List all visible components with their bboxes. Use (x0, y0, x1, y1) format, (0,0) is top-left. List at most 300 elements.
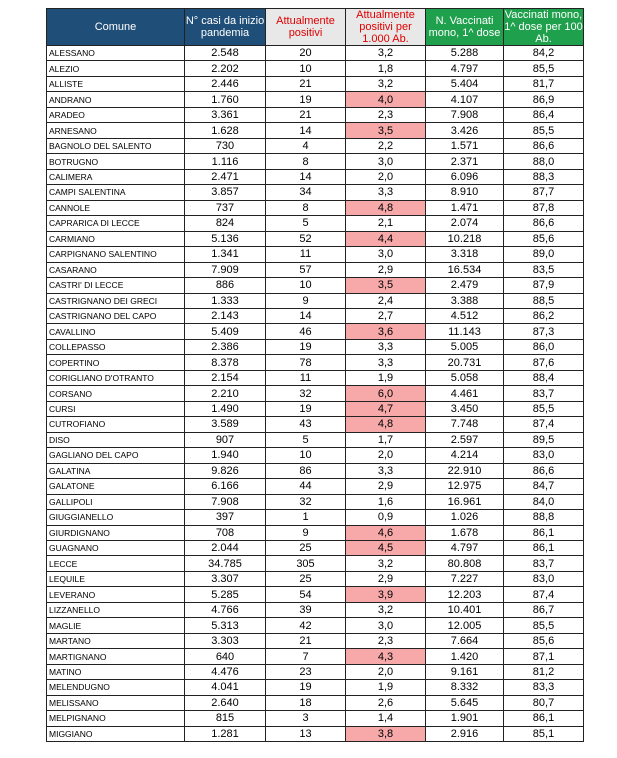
cell-positivi: 19 (266, 680, 346, 695)
cell-comune: GAGLIANO DEL CAPO (47, 448, 185, 463)
table-row (47, 479, 584, 494)
cell-per1000: 3,2 (346, 556, 426, 571)
cell-positivi: 5 (266, 216, 346, 231)
table-row (47, 664, 584, 679)
cell-comune: GUAGNANO (47, 541, 185, 556)
cell-per100: 86,6 (504, 216, 584, 231)
cell-per1000: 3,0 (346, 247, 426, 262)
cell-per1000: 3,3 (346, 339, 426, 354)
cell-comune: CAPRARICA DI LECCE (47, 216, 185, 231)
cell-casi: 1.760 (185, 92, 266, 107)
cell-per100: 83,0 (504, 448, 584, 463)
cell-per100: 84,2 (504, 46, 584, 61)
cell-vaccinati: 5.058 (426, 370, 504, 385)
cell-comune: CAMPI SALENTINA (47, 185, 185, 200)
cell-positivi: 57 (266, 262, 346, 277)
cell-casi: 737 (185, 200, 266, 215)
cell-per1000: 1,6 (346, 494, 426, 509)
table-row (47, 587, 584, 602)
cell-per1000: 2,9 (346, 262, 426, 277)
cell-comune: ARNESANO (47, 123, 185, 138)
table-body (47, 46, 584, 742)
cell-casi: 6.166 (185, 479, 266, 494)
cell-comune: ARADEO (47, 107, 185, 122)
cell-vaccinati: 1.471 (426, 200, 504, 215)
cell-comune: ALLISTE (47, 76, 185, 91)
cell-comune: CURSI (47, 401, 185, 416)
cell-comune: LECCE (47, 556, 185, 571)
table-row (47, 463, 584, 478)
cell-positivi: 20 (266, 46, 346, 61)
cell-per100: 80,7 (504, 695, 584, 710)
cell-vaccinati: 16.961 (426, 494, 504, 509)
cell-comune: CALIMERA (47, 169, 185, 184)
cell-per100: 81,7 (504, 76, 584, 91)
cell-positivi: 19 (266, 92, 346, 107)
cell-casi: 730 (185, 138, 266, 153)
cell-vaccinati: 1.420 (426, 649, 504, 664)
cell-casi: 7.908 (185, 494, 266, 509)
cell-comune: COPERTINO (47, 355, 185, 370)
cell-vaccinati: 4.512 (426, 308, 504, 323)
cell-per1000: 3,0 (346, 154, 426, 169)
cell-per100: 88,3 (504, 169, 584, 184)
cell-positivi: 23 (266, 664, 346, 679)
cell-vaccinati: 3.426 (426, 123, 504, 138)
table-row (47, 602, 584, 617)
cell-per100: 88,4 (504, 370, 584, 385)
cell-vaccinati: 1.678 (426, 525, 504, 540)
cell-casi: 3.303 (185, 633, 266, 648)
cell-vaccinati: 8.910 (426, 185, 504, 200)
cell-per1000: 3,8 (346, 726, 426, 741)
cell-casi: 4.476 (185, 664, 266, 679)
cell-per1000: 2,0 (346, 169, 426, 184)
cell-per100: 86,2 (504, 308, 584, 323)
cell-casi: 2.202 (185, 61, 266, 76)
header-casi: N° casi da inizio pandemia (185, 9, 266, 46)
cell-per1000: 2,2 (346, 138, 426, 153)
cell-comune: MATINO (47, 664, 185, 679)
cell-per1000: 4,5 (346, 541, 426, 556)
cell-comune: LEQUILE (47, 571, 185, 586)
cell-positivi: 43 (266, 417, 346, 432)
cell-per1000: 1,4 (346, 711, 426, 726)
cell-casi: 2.210 (185, 386, 266, 401)
cell-positivi: 3 (266, 711, 346, 726)
cell-comune: ALESSANO (47, 46, 185, 61)
cell-positivi: 9 (266, 293, 346, 308)
cell-vaccinati: 4.797 (426, 541, 504, 556)
cell-casi: 907 (185, 432, 266, 447)
cell-per100: 88,0 (504, 154, 584, 169)
cell-casi: 3.361 (185, 107, 266, 122)
cell-positivi: 21 (266, 76, 346, 91)
cell-comune: GIURDIGNANO (47, 525, 185, 540)
cell-positivi: 11 (266, 247, 346, 262)
cell-positivi: 25 (266, 541, 346, 556)
cell-per1000: 2,7 (346, 308, 426, 323)
cell-vaccinati: 10.401 (426, 602, 504, 617)
cell-positivi: 44 (266, 479, 346, 494)
cell-positivi: 4 (266, 138, 346, 153)
cell-per100: 86,1 (504, 711, 584, 726)
cell-per1000: 4,8 (346, 417, 426, 432)
cell-casi: 1.281 (185, 726, 266, 741)
cell-per1000: 1,9 (346, 370, 426, 385)
cell-casi: 2.471 (185, 169, 266, 184)
cell-casi: 824 (185, 216, 266, 231)
table-row (47, 633, 584, 648)
cell-positivi: 8 (266, 154, 346, 169)
cell-comune: CARMIANO (47, 231, 185, 246)
table-row (47, 247, 584, 262)
cell-comune: CORSANO (47, 386, 185, 401)
table-row (47, 308, 584, 323)
cell-per1000: 3,2 (346, 46, 426, 61)
cell-positivi: 32 (266, 386, 346, 401)
cell-vaccinati: 22.910 (426, 463, 504, 478)
cell-per100: 85,6 (504, 633, 584, 648)
cell-casi: 1.341 (185, 247, 266, 262)
cell-per100: 83,3 (504, 680, 584, 695)
cell-vaccinati: 7.748 (426, 417, 504, 432)
table-row (47, 556, 584, 571)
cell-per1000: 2,1 (346, 216, 426, 231)
cell-comune: MAGLIE (47, 618, 185, 633)
covid-data-table (46, 8, 584, 742)
cell-positivi: 46 (266, 324, 346, 339)
cell-casi: 708 (185, 525, 266, 540)
cell-casi: 34.785 (185, 556, 266, 571)
cell-per1000: 2,6 (346, 695, 426, 710)
cell-positivi: 1 (266, 510, 346, 525)
cell-comune: CARPIGNANO SALENTINO (47, 247, 185, 262)
table-row (47, 525, 584, 540)
cell-per1000: 3,3 (346, 185, 426, 200)
cell-comune: CANNOLE (47, 200, 185, 215)
cell-per100: 86,7 (504, 602, 584, 617)
cell-vaccinati: 2.074 (426, 216, 504, 231)
cell-vaccinati: 5.404 (426, 76, 504, 91)
cell-vaccinati: 4.461 (426, 386, 504, 401)
cell-comune: LEVERANO (47, 587, 185, 602)
cell-comune: ALEZIO (47, 61, 185, 76)
table-row (47, 618, 584, 633)
cell-positivi: 42 (266, 618, 346, 633)
table-row (47, 541, 584, 556)
cell-positivi: 32 (266, 494, 346, 509)
cell-per100: 86,0 (504, 339, 584, 354)
cell-per1000: 1,9 (346, 680, 426, 695)
table-row (47, 386, 584, 401)
cell-positivi: 7 (266, 649, 346, 664)
cell-per100: 85,6 (504, 231, 584, 246)
cell-per1000: 3,3 (346, 355, 426, 370)
cell-casi: 2.044 (185, 541, 266, 556)
cell-per1000: 1,7 (346, 432, 426, 447)
table-row (47, 401, 584, 416)
cell-vaccinati: 12.975 (426, 479, 504, 494)
cell-per1000: 4,3 (346, 649, 426, 664)
cell-per1000: 2,0 (346, 448, 426, 463)
cell-per100: 86,9 (504, 92, 584, 107)
cell-comune: GIUGGIANELLO (47, 510, 185, 525)
cell-casi: 5.136 (185, 231, 266, 246)
cell-casi: 3.857 (185, 185, 266, 200)
cell-vaccinati: 5.288 (426, 46, 504, 61)
cell-casi: 5.285 (185, 587, 266, 602)
cell-positivi: 39 (266, 602, 346, 617)
table-row (47, 649, 584, 664)
table-row (47, 726, 584, 741)
cell-per100: 87,4 (504, 587, 584, 602)
table-row (47, 324, 584, 339)
table-row (47, 154, 584, 169)
cell-comune: MELISSANO (47, 695, 185, 710)
cell-comune: BAGNOLO DEL SALENTO (47, 138, 185, 153)
cell-per100: 84,0 (504, 494, 584, 509)
cell-comune: MELPIGNANO (47, 711, 185, 726)
cell-vaccinati: 7.227 (426, 571, 504, 586)
cell-positivi: 14 (266, 123, 346, 138)
cell-casi: 1.940 (185, 448, 266, 463)
cell-comune: ANDRANO (47, 92, 185, 107)
cell-positivi: 13 (266, 726, 346, 741)
cell-vaccinati: 12.203 (426, 587, 504, 602)
cell-vaccinati: 80.808 (426, 556, 504, 571)
table-row (47, 231, 584, 246)
cell-per1000: 2,0 (346, 664, 426, 679)
cell-casi: 3.307 (185, 571, 266, 586)
table-row (47, 510, 584, 525)
table-header-row (47, 9, 584, 46)
cell-vaccinati: 3.450 (426, 401, 504, 416)
cell-positivi: 10 (266, 61, 346, 76)
cell-per100: 86,6 (504, 463, 584, 478)
header-vaccinati: N. Vaccinati mono, 1^ dose (426, 9, 504, 46)
cell-casi: 1.628 (185, 123, 266, 138)
cell-per1000: 2,9 (346, 571, 426, 586)
cell-comune: CASARANO (47, 262, 185, 277)
cell-casi: 1.490 (185, 401, 266, 416)
cell-vaccinati: 5.645 (426, 695, 504, 710)
cell-vaccinati: 1.571 (426, 138, 504, 153)
cell-vaccinati: 3.388 (426, 293, 504, 308)
cell-casi: 4.041 (185, 680, 266, 695)
cell-per100: 87,6 (504, 355, 584, 370)
cell-comune: CORIGLIANO D'OTRANTO (47, 370, 185, 385)
table-row (47, 339, 584, 354)
cell-casi: 3.589 (185, 417, 266, 432)
cell-casi: 1.333 (185, 293, 266, 308)
cell-vaccinati: 9.161 (426, 664, 504, 679)
cell-positivi: 11 (266, 370, 346, 385)
cell-comune: CASTRIGNANO DEL CAPO (47, 308, 185, 323)
table-row (47, 123, 584, 138)
header-positivi: Attualmente positivi (266, 9, 346, 46)
cell-vaccinati: 8.332 (426, 680, 504, 695)
table-row (47, 169, 584, 184)
cell-vaccinati: 2.479 (426, 278, 504, 293)
cell-per100: 85,5 (504, 61, 584, 76)
cell-vaccinati: 11.143 (426, 324, 504, 339)
cell-comune: MIGGIANO (47, 726, 185, 741)
cell-vaccinati: 1.901 (426, 711, 504, 726)
cell-positivi: 8 (266, 200, 346, 215)
table-row (47, 262, 584, 277)
cell-casi: 886 (185, 278, 266, 293)
cell-per100: 87,9 (504, 278, 584, 293)
cell-vaccinati: 7.908 (426, 107, 504, 122)
cell-vaccinati: 2.371 (426, 154, 504, 169)
cell-per1000: 3,0 (346, 618, 426, 633)
header-per1000: Attualmente positivi per 1.000 Ab. (346, 9, 426, 46)
cell-casi: 397 (185, 510, 266, 525)
cell-vaccinati: 10.218 (426, 231, 504, 246)
cell-casi: 815 (185, 711, 266, 726)
cell-vaccinati: 7.664 (426, 633, 504, 648)
table-row (47, 76, 584, 91)
table-row (47, 448, 584, 463)
cell-per100: 87,1 (504, 649, 584, 664)
table-row (47, 711, 584, 726)
cell-comune: DISO (47, 432, 185, 447)
table-row (47, 695, 584, 710)
cell-positivi: 5 (266, 432, 346, 447)
cell-comune: GALLIPOLI (47, 494, 185, 509)
covid-table-container (46, 8, 584, 742)
table-row (47, 216, 584, 231)
cell-per100: 88,5 (504, 293, 584, 308)
table-row (47, 355, 584, 370)
cell-per1000: 3,3 (346, 463, 426, 478)
cell-vaccinati: 5.005 (426, 339, 504, 354)
cell-per1000: 3,2 (346, 76, 426, 91)
cell-vaccinati: 3.318 (426, 247, 504, 262)
cell-per1000: 3,6 (346, 324, 426, 339)
cell-positivi: 18 (266, 695, 346, 710)
cell-per100: 87,7 (504, 185, 584, 200)
cell-positivi: 14 (266, 308, 346, 323)
table-row (47, 571, 584, 586)
cell-per1000: 0,9 (346, 510, 426, 525)
cell-vaccinati: 4.797 (426, 61, 504, 76)
cell-positivi: 9 (266, 525, 346, 540)
cell-per1000: 4,7 (346, 401, 426, 416)
table-row (47, 200, 584, 215)
cell-per100: 89,0 (504, 247, 584, 262)
cell-per100: 88,8 (504, 510, 584, 525)
cell-per1000: 3,5 (346, 123, 426, 138)
cell-casi: 5.313 (185, 618, 266, 633)
cell-comune: COLLEPASSO (47, 339, 185, 354)
table-row (47, 432, 584, 447)
cell-positivi: 10 (266, 448, 346, 463)
cell-per1000: 3,2 (346, 602, 426, 617)
cell-casi: 8.378 (185, 355, 266, 370)
cell-comune: BOTRUGNO (47, 154, 185, 169)
cell-per100: 86,1 (504, 525, 584, 540)
cell-casi: 2.446 (185, 76, 266, 91)
table-row (47, 92, 584, 107)
cell-positivi: 14 (266, 169, 346, 184)
table-row (47, 185, 584, 200)
cell-comune: GALATINA (47, 463, 185, 478)
cell-vaccinati: 2.916 (426, 726, 504, 741)
cell-per100: 85,5 (504, 618, 584, 633)
cell-casi: 9.826 (185, 463, 266, 478)
cell-positivi: 52 (266, 231, 346, 246)
cell-casi: 2.386 (185, 339, 266, 354)
cell-positivi: 34 (266, 185, 346, 200)
cell-vaccinati: 4.214 (426, 448, 504, 463)
cell-positivi: 25 (266, 571, 346, 586)
table-row (47, 278, 584, 293)
cell-per1000: 1,8 (346, 61, 426, 76)
cell-vaccinati: 6.096 (426, 169, 504, 184)
cell-vaccinati: 4.107 (426, 92, 504, 107)
table-row (47, 293, 584, 308)
cell-comune: MELENDUGNO (47, 680, 185, 695)
cell-comune: CASTRI' DI LECCE (47, 278, 185, 293)
cell-positivi: 10 (266, 278, 346, 293)
cell-comune: CASTRIGNANO DEI GRECI (47, 293, 185, 308)
cell-casi: 7.909 (185, 262, 266, 277)
table-row (47, 370, 584, 385)
cell-per100: 84,7 (504, 479, 584, 494)
table-row (47, 138, 584, 153)
cell-per1000: 2,3 (346, 633, 426, 648)
cell-positivi: 19 (266, 401, 346, 416)
cell-comune: MARTANO (47, 633, 185, 648)
cell-per100: 86,4 (504, 107, 584, 122)
cell-vaccinati: 1.026 (426, 510, 504, 525)
cell-per1000: 4,6 (346, 525, 426, 540)
header-comune: Comune (47, 9, 185, 46)
cell-comune: LIZZANELLO (47, 602, 185, 617)
cell-casi: 2.548 (185, 46, 266, 61)
cell-positivi: 54 (266, 587, 346, 602)
cell-casi: 2.143 (185, 308, 266, 323)
cell-per1000: 3,9 (346, 587, 426, 602)
cell-positivi: 19 (266, 339, 346, 354)
cell-casi: 2.640 (185, 695, 266, 710)
cell-casi: 5.409 (185, 324, 266, 339)
cell-per1000: 6,0 (346, 386, 426, 401)
cell-casi: 4.766 (185, 602, 266, 617)
cell-casi: 1.116 (185, 154, 266, 169)
cell-positivi: 86 (266, 463, 346, 478)
cell-per100: 85,5 (504, 401, 584, 416)
cell-per100: 85,5 (504, 123, 584, 138)
cell-per100: 83,7 (504, 556, 584, 571)
cell-positivi: 78 (266, 355, 346, 370)
table-row (47, 417, 584, 432)
cell-vaccinati: 16.534 (426, 262, 504, 277)
cell-per100: 89,5 (504, 432, 584, 447)
cell-per100: 86,1 (504, 541, 584, 556)
table-row (47, 107, 584, 122)
cell-comune: CUTROFIANO (47, 417, 185, 432)
cell-casi: 2.154 (185, 370, 266, 385)
cell-vaccinati: 2.597 (426, 432, 504, 447)
cell-per100: 81,2 (504, 664, 584, 679)
cell-casi: 640 (185, 649, 266, 664)
cell-per100: 85,1 (504, 726, 584, 741)
cell-per1000: 4,4 (346, 231, 426, 246)
cell-per100: 86,6 (504, 138, 584, 153)
